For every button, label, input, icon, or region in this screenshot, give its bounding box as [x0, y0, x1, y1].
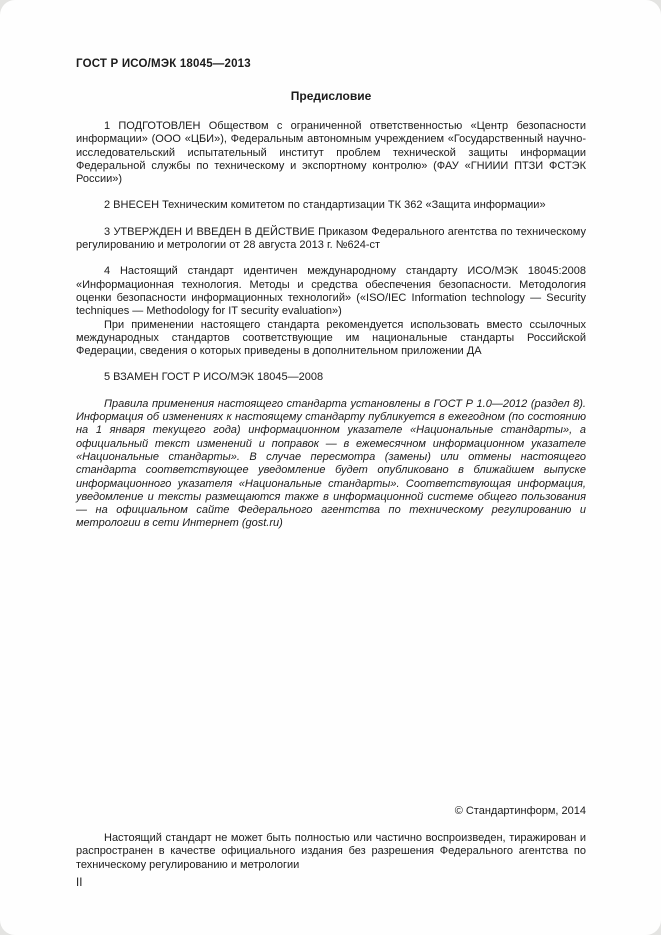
reproduction-restriction-note: Настоящий стандарт не может быть полностью или частично воспроизведен, тиражирован и распространен в качестве официального издания без разрешения Федерального агентства по техническому регулированию и метрологии [76, 832, 586, 871]
foreword-item-1: 1 ПОДГОТОВЛЕН Обществом с ограниченной ответственностью «Центр безопасности информации» (ООО «ЦБИ»), Федеральным автономным учреждением «Государственный научно-исследовательский испытательный институт проблем технической защиты информации Федеральной службы по техническому и экспортному контролю» (ФАУ «ГНИИИ ПТЗИ ФСТЭК России») [76, 120, 586, 186]
document-number-header: ГОСТ Р ИСО/МЭК 18045—2013 [76, 58, 251, 70]
foreword-item-4: 4 Настоящий стандарт идентичен международному стандарту ИСО/МЭК 18045:2008 «Информационная технология. Методы и средства обеспечения безопасности. Методология оценки безопасности информационных технологий» («ISO/IEC Information technology — Security techniques — Methodology for IT security evaluation») [76, 265, 586, 318]
foreword-item-5: 5 ВЗАМЕН ГОСТ Р ИСО/МЭК 18045—2008 [104, 371, 324, 384]
foreword-item-4-note: При применении настоящего стандарта рекомендуется использовать вместо ссылочных международных стандартов соответствующие им национальные стандарты Российской Федерации, сведения о которых приведены в дополнительном приложении ДА [76, 318, 586, 358]
page-number: II [76, 877, 83, 889]
page-title: Предисловие [290, 89, 372, 103]
foreword-item-3: 3 УТВЕРЖДЕН И ВВЕДЕН В ДЕЙСТВИЕ Приказом Федерального агентства по техническому регулированию и метрологии от 28 августа 2013 г. №624-ст [76, 225, 586, 252]
foreword-item-2: 2 ВНЕСЕН Техническим комитетом по стандартизации ТК 362 «Защита информации» [104, 199, 546, 212]
vertical-spacer [76, 544, 586, 805]
application-rules-paragraph: Правила применения настоящего стандарта установлены в ГОСТ Р 1.0—2012 (раздел 8). Информация об изменениях к настоящему стандарту публикуется в ежегодном (по состоянию на 1 января текущего года) информационном указателе «Национальные стандарты», а официальный текст изменений и поправок — в ежемесячном информационном указателе «Национальные стандарты». В случае пересмотра (замены) или отмены настоящего стандарта соответствующее уведомление будет опубликовано в ближайшем выпуске информационного указателя «Национальные стандарты». Соответствующая информация, уведомление и тексты размещаются также в информационной системе общего пользования — на официальном сайте Федерального агентства по техническому регулированию и метрологии в сети Интернет (gost.ru) [76, 397, 586, 530]
copyright-notice: © Стандартинформ, 2014 [454, 805, 586, 818]
